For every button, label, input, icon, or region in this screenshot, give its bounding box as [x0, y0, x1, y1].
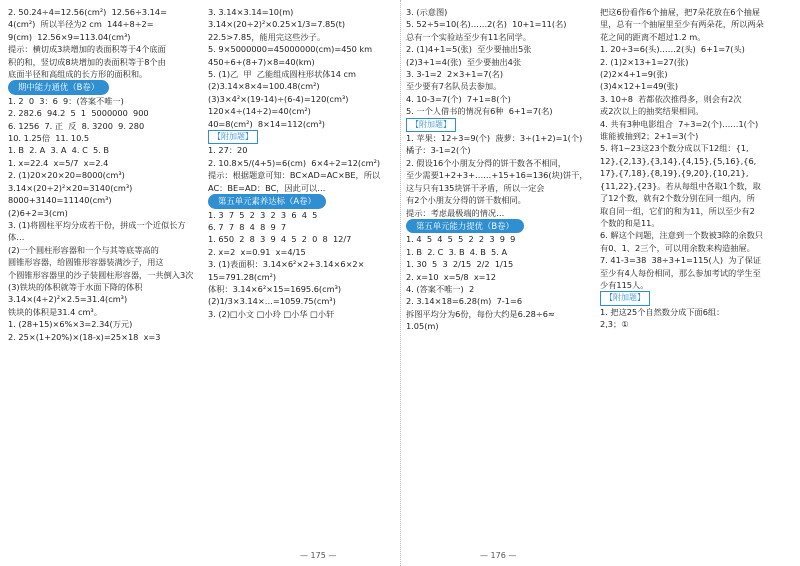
- answer-line: 1. 2 0 3：6 9：(答案不唯一): [8, 95, 124, 106]
- answer-line: 2. (1)4+1=5(张) 至少要抽出5张: [406, 44, 532, 55]
- answer-line: 10. 1.25倍 11. 10.5: [8, 133, 90, 144]
- answer-line: 3.14×(20÷2)²×0.25×1/3=7.85(t): [208, 19, 346, 30]
- answer-line: 7. 41-3=38 38÷3+1=115(人) 为了保证: [600, 255, 762, 266]
- answer-line: 花之间的距离不超过1.2 m。: [600, 31, 706, 42]
- answer-line: 12},{2,13},{3,14},{4,15},{5,16},{6,: [600, 155, 757, 166]
- answer-line: 有2个小朋友分得的饼干数相同。: [406, 195, 526, 206]
- answer-line: (2)2×4+1=9(张): [600, 69, 668, 80]
- answer-line: 2. (1)2×13+1=27(张): [600, 56, 689, 67]
- answer-line: 450÷6+(8+7)×8=40(km): [208, 56, 315, 67]
- answer-line: 个数的和是11。: [600, 217, 660, 228]
- answer-line: 积的和，竖切成8块增加的表面积等于8个由: [8, 56, 166, 67]
- column-1: [8, 6, 196, 343]
- answer-line: 少有115人。: [600, 279, 649, 290]
- answer-line: 4. 10-3=7(个) 7+1=8(个): [406, 93, 511, 104]
- answer-line: 圆锥形容器，给圆锥形容器装满沙子，用这: [8, 257, 164, 268]
- answer-line: 至少有4人每份相同，那么参加考试的学生至: [600, 267, 761, 278]
- answer-line: 6. 1256 7. 正 反 8. 3200 9. 280: [8, 120, 145, 131]
- section-heading: 第五单元能力提优（B卷）: [406, 219, 524, 233]
- answer-line: 4. (答案不唯一) 2: [406, 283, 475, 294]
- answer-line: 3. 3.14×3.14=10(m): [208, 7, 294, 17]
- answer-line: 2. x=2 x=0.91 x=4/15: [208, 246, 306, 257]
- answer-line: 把这6份看作6个抽屉，把7朵花放在6个抽屉: [600, 7, 761, 17]
- answer-line: 3. (1)表面积：3.14×6²×2+3.14×6×2×: [208, 259, 365, 270]
- answer-line: 5. 9×5000000=45000000(cm)=450 km: [208, 44, 373, 55]
- answer-line: 橘子：3-1=2(个): [406, 145, 471, 156]
- answer-line: 2. 10.8×5/(4+5)=6(cm) 6×4÷2=12(cm²): [208, 157, 381, 168]
- answer-line: 3.14×(4÷2)²×2.5=31.4(cm³): [8, 294, 128, 305]
- answer-line: 3. 10÷8 若都依次推得多，则会有2次: [600, 93, 742, 104]
- bonus-tag: 【附加题】: [600, 291, 650, 305]
- answer-line: 2. 假设16个小朋友分得的饼干数各不相同，: [406, 157, 567, 168]
- answer-line: 底面半径和高组成的长方形的面积和。: [8, 69, 148, 80]
- answer-line: 了12个数，就有2个数分别在同一组内，所: [600, 193, 755, 204]
- answer-line: 这与只有135块饼干矛盾，所以一定会: [406, 182, 545, 193]
- answer-line: 1. (28+15)×6%×3=2.34(万元): [8, 319, 133, 330]
- answer-line: (2)一个圆柱形容器和一个与其等底等高的: [8, 244, 159, 255]
- column-2: [208, 6, 396, 320]
- answer-line: 40=8(cm²) 8×14=112(cm³): [208, 118, 325, 129]
- answer-line: 1. 3 7 5 2 3 2 3 6 4 5: [208, 209, 318, 220]
- answer-line: 5. (1)乙 甲 乙能组成圆柱形状体14 cm: [208, 69, 356, 80]
- page-number-left: — 175 —: [300, 551, 337, 560]
- answer-line: 或2次以上的抽奖结果相同。: [600, 106, 704, 117]
- answer-line: 2. 25×(1+20%)×(18-x)=25×18 x=3: [8, 331, 161, 342]
- answer-line: 2. (1)20×20×20=8000(cm³): [8, 170, 125, 181]
- answer-line: {11,22},{23}。若从每组中各取1个数，取: [600, 180, 761, 191]
- answer-line: 体积：3.14×6²×15=1695.6(cm³): [208, 283, 342, 294]
- column-3: [406, 6, 594, 333]
- bonus-tag: 【附加题】: [406, 118, 456, 132]
- answer-line: 1. B 2. A 3. A 4. C 5. B: [8, 145, 110, 156]
- answer-line: 有0、1、2三个，可以用余数来构造抽屉。: [600, 242, 755, 253]
- answer-line: 5. 52÷5=10(名)……2(名) 10+1=11(名): [406, 19, 567, 30]
- answer-line: 120×4÷(14÷2)=40(cm²): [208, 106, 311, 117]
- answer-line: 里，总有一个抽屉里至少有两朵花，所以两朵: [600, 19, 764, 30]
- answer-line: 1. 4 5 4 5 5 2 2 3 9 9: [406, 234, 516, 245]
- page-number-right: — 176 —: [480, 551, 517, 560]
- answer-line: 2,3；①: [600, 319, 629, 330]
- answer-line: 至少要有7名队员去参加。: [406, 81, 502, 92]
- answer-line: 3. (示意图): [406, 7, 448, 17]
- answer-line: 提示：横切成3块增加的表面积等于4个底面: [8, 44, 166, 55]
- answer-line: 铁块的体积是31.4 cm³。: [8, 306, 102, 317]
- answer-line: 总有一个实验站至少有11名同学。: [406, 31, 532, 42]
- answer-line: 1. x=22.4 x=5/7 x=2.4: [8, 157, 109, 168]
- answer-line: 6. 7 7 8 4 8 9 7: [208, 221, 287, 232]
- answer-line: 2. 282.6 94.2 5 1 5000000 900: [8, 108, 149, 119]
- answer-line: 6. 解这个问题，注意到一个数被3除的余数只: [600, 230, 763, 241]
- answer-line: (2)1/3×3.14×…=1059.75(cm³): [208, 296, 336, 307]
- answer-line: (2)3+1=4(张) 至少要抽出4张: [406, 56, 522, 67]
- answer-line: 3. (2)□小文 □小玲 □小华 □小轩: [208, 308, 335, 319]
- answer-line: 1. 27：20: [208, 145, 248, 156]
- answer-line: 1. 把这25个自然数分成下面6组：: [600, 306, 725, 317]
- answer-line: 提示：根据题意可知：BC×AD=AC×BE，所以: [208, 170, 381, 181]
- answer-line: 1.05(m): [406, 321, 439, 332]
- answer-line: 谁能被抽到2；2+1=3(个): [600, 131, 699, 142]
- answer-line: (2)6+2=3(cm): [8, 207, 68, 218]
- answer-line: 15=791.28(cm²): [208, 271, 277, 282]
- answer-line: 8000+3140=11140(cm³): [8, 195, 112, 206]
- answer-line: 3.14×(20÷2)²×20=3140(cm³): [8, 182, 133, 193]
- answer-line: 提示：考虑最极端的情况…: [406, 207, 505, 218]
- page-divider: [400, 0, 401, 566]
- answer-line: 5. 一个人借书的情况有6种 6+1=7(名): [406, 106, 553, 117]
- answer-line: (3)4×12+1=49(张): [600, 81, 679, 92]
- answer-line: 3. (1)将圆柱平均分成若干份，拼成一个近似长方体…: [8, 219, 186, 243]
- answer-line: 9(cm) 12.56×9=113.04(cm³): [8, 31, 131, 42]
- answer-line: 5. 将1~23这23个数分成以下12组：{1,: [600, 143, 749, 154]
- answer-line: (3)3×4²×(19-14)÷(6-4)=120(cm³): [208, 93, 349, 104]
- answer-line: 2. 50.24÷4=12.56(cm²) 12.56÷3.14=: [8, 7, 167, 17]
- column-4: [600, 6, 788, 331]
- answer-line: 2. 3.14×18=6.28(m) 7-1=6: [406, 296, 523, 307]
- answer-line: 4(cm²) 所以半径为2 cm 144÷8÷2=: [8, 19, 154, 30]
- answer-line: 3. 3-1=2 2×3+1=7(名): [406, 69, 504, 80]
- answer-line: 1. 30 5 3 2/15 2/2 1/15: [406, 259, 514, 270]
- answer-line: 17},{7,18},{8,19},{9,20},{10,21},: [600, 168, 749, 179]
- answer-line: 1. 20÷3=6(头)……2(头) 6+1=7(头): [600, 44, 745, 55]
- answer-line: AC：BE=AD：BC，因此可以…: [208, 182, 326, 193]
- answer-line: 至少需要1+2+3+……+15+16=136(块)饼干，: [406, 170, 588, 181]
- section-heading: 第五单元素养达标（A卷）: [208, 194, 326, 208]
- answer-line: (3)铁块的体积就等于水面下降的体积: [8, 281, 143, 292]
- answer-line: 4. 共有3种电影组合 7÷3=2(个)……1(个): [600, 118, 759, 129]
- answer-line: 拆图平均分为6份，每份大约是6.28÷6≈: [406, 308, 555, 319]
- answer-line: 2. x=10 x=5/8 x=12: [406, 271, 496, 282]
- answer-line: (2)3.14×8×4=100.48(cm²): [208, 81, 320, 92]
- answer-line: 1. 苹果：12÷3=9(个) 菠萝：3÷(1+2)=1(个): [406, 133, 583, 144]
- section-heading: 期中能力通优（B卷）: [8, 80, 109, 94]
- bonus-tag: 【附加题】: [208, 130, 258, 144]
- answer-line: 1. B 2. C 3. B 4. B 5. A: [406, 246, 508, 257]
- answer-line: 22.5>7.85，能用完这些沙子。: [208, 31, 326, 42]
- answer-line: 个圆锥形容器里的沙子装圆柱形容器，一共倒入3次: [8, 269, 194, 280]
- answer-line: 取自同一组，它们的和为11，所以至少有2: [600, 205, 755, 216]
- answer-line: 1. 650 2 8 3 9 4 5 2 0 8 12/7: [208, 234, 352, 245]
